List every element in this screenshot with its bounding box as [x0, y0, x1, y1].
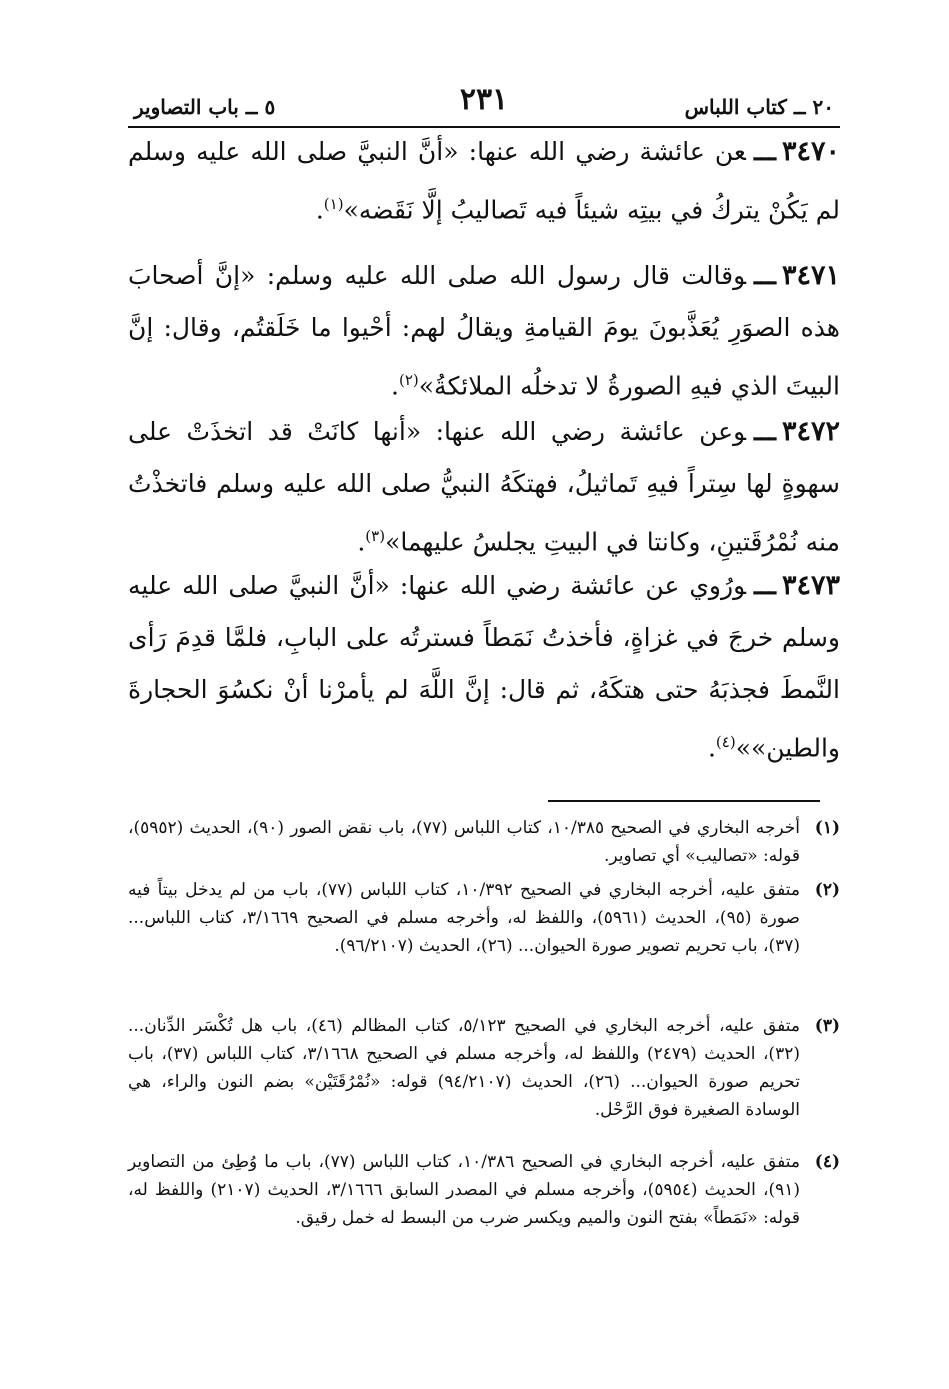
section-title: ٥ ــ باب التصاوير [134, 95, 276, 119]
hadith-paragraph: ٣٤٧١ـــوقالت قال رسول الله صلى الله عليه وسلم: «إنَّ أصحابَ هذه الصوَرِ يُعَذَّبونَ يومَ القيامةِ ويقالُ لهم: أحْيوا ما خَلَقتُم، وقال: إنَّ البيتَ الذي فيهِ الصورةُ لا تدخلُه الملائكةُ»$^{(٢)}$. [128, 260, 840, 401]
hadith-paragraph: ٣٤٧٢ـــوعن عائشة رضي الله عنها: «أنها كانَتْ قد اتخذَتْ على سهوةٍ لها سِتراً فيهِ تَماثيلُ، فهتكَهُ النبيُّ صلى الله عليه وسلم فاتخذْتُ منه نُمْرُقَتينِ، وكانتا في البيتِ يجلسُ عليهما»$^{(٣)}$. [128, 416, 840, 557]
footnote-number: (٤) [814, 1152, 840, 1172]
hadith-text: عن عائشة رضي الله عنها: «أنَّ النبيَّ صلى الله عليه وسلم لم يَكُنْ يتركُ في بيتِه شيئاً فيه تَصاليبُ إلَّا نَقَضه» [128, 137, 840, 225]
footnote [128, 814, 840, 870]
hadith-text: وقالت قال رسول الله صلى الله عليه وسلم: «إنَّ أصحابَ هذه الصوَرِ يُعَذَّبونَ يومَ القيامةِ ويقالُ لهم: أحْيوا ما خَلَقتُم، وقال: إنَّ البيتَ الذي فيهِ الصورةُ لا تدخلُه الملائكةُ» [128, 261, 840, 401]
footnote-ref: (٢) [398, 371, 419, 389]
footnote-number: (٢) [814, 880, 840, 900]
footnote-text: متفق عليه، أخرجه البخاري في الصحيح ٥/١٢٣، كتاب المظالم (٤٦)، باب هل تُكْسَر الدِّنان... (٣٢)، الحديث (٢٤٧٩) واللفظ له، وأخرجه مسلم في الصحيح ٣/١٦٦٨، كتاب اللباس (٣٧)، باب تحريم صورة الحيوان... (٢٦)، الحديث (٩٤/٢١٠٧) قوله: «نُمْرُقَتَيْن» بضم النون والراء، هي الوسادة الصغيرة فوق الرَّحْل. [128, 1016, 800, 1120]
footnote [128, 1012, 840, 1124]
hadith-text: ورُوي عن عائشة رضي الله عنها: «أنَّ النبيَّ صلى الله عليه وسلم خرجَ في غزاةٍ، فأخذتُ نَمَطاً فسترتُه على البابِ، فلمَّا قدِمَ رَأى النَّمطَ فجذبَهُ حتى هتكَهُ، ثم قال: إنَّ اللَّهَ لم يأمرْنا أنْ نكسُوَ الحجارةَ والطين» [128, 571, 840, 763]
footnote-ref: (١) [323, 195, 344, 213]
footnote [128, 876, 840, 960]
hadith-paragraph: ٣٤٧٠ـــعن عائشة رضي الله عنها: «أنَّ النبيَّ صلى الله عليه وسلم لم يَكُنْ يتركُ في بيتِه شيئاً فيه تَصاليبُ إلَّا نَقَضه»$^{(١)}$. [128, 136, 840, 225]
footnote-number: (٣) [814, 1016, 840, 1036]
footnote-text: متفق عليه، أخرجه البخاري في الصحيح ١٠/٣٨٦، كتاب اللباس (٧٧)، باب ما وُطِئ من التصاوير (٩١)، الحديث (٥٩٥٤)، وأخرجه مسلم في المصدر السابق ٣/١٦٦٦، الحديث (٢١٠٧) واللفظ له، قوله: «نَمَطاً» بفتح النون والميم ويكسر ضرب من البسط له خمل رقيق. [128, 1152, 800, 1228]
hadith-text: وعن عائشة رضي الله عنها: «أنها كانَتْ قد اتخذَتْ على سهوةٍ لها سِتراً فيهِ تَماثيلُ، فهتكَهُ النبيُّ صلى الله عليه وسلم فاتخذْتُ منه نُمْرُقَتينِ، وكانتا في البيتِ يجلسُ عليهما» [128, 417, 840, 557]
hadith-number: ٣٤٧٣ [781, 570, 840, 601]
page-number: ٢٣١ [459, 82, 509, 117]
footnote-ref: (٤) [715, 733, 736, 751]
footnote-text: أخرجه البخاري في الصحيح ١٠/٣٨٥، كتاب اللباس (٧٧)، باب نقض الصور (٩٠)، الحديث (٥٩٥٢)، قوله: «تصاليب» أي تصاوير. [128, 818, 800, 866]
hadith-number: ٣٤٧٠ [781, 136, 840, 167]
footnote [128, 1148, 840, 1232]
footnote-ref: (٣) [365, 527, 386, 545]
chapter-title: ٢٠ ــ كتاب اللباس [684, 95, 834, 119]
book-page [128, 0, 840, 1389]
footnote-text: متفق عليه، أخرجه البخاري في الصحيح ١٠/٣٩٢، كتاب اللباس (٧٧)، باب من لم يدخل بيتاً فيه صورة (٩٥)، الحديث (٥٩٦١)، واللفظ له، وأخرجه مسلم في الصحيح ٣/١٦٦٩، كتاب اللباس... (٣٧)، باب تحريم تصوير صورة الحيوان... (٢٦)، الحديث (٩٦/٢١٠٧). [128, 880, 800, 956]
running-header [128, 82, 840, 128]
hadith-number: ٣٤٧١ [781, 260, 840, 291]
footnote-divider [548, 800, 820, 802]
hadith-paragraph: ٣٤٧٣ـــورُوي عن عائشة رضي الله عنها: «أنَّ النبيَّ صلى الله عليه وسلم خرجَ في غزاةٍ، فأخذتُ نَمَطاً فسترتُه على البابِ، فلمَّا قدِمَ رَأى النَّمطَ فجذبَهُ حتى هتكَهُ، ثم قال: إنَّ اللَّهَ لم يأمرْنا أنْ نكسُوَ الحجارةَ والطين»»$^{(٤)}$. [128, 570, 840, 763]
footnote-number: (١) [814, 818, 840, 838]
hadith-number: ٣٤٧٢ [781, 416, 840, 447]
